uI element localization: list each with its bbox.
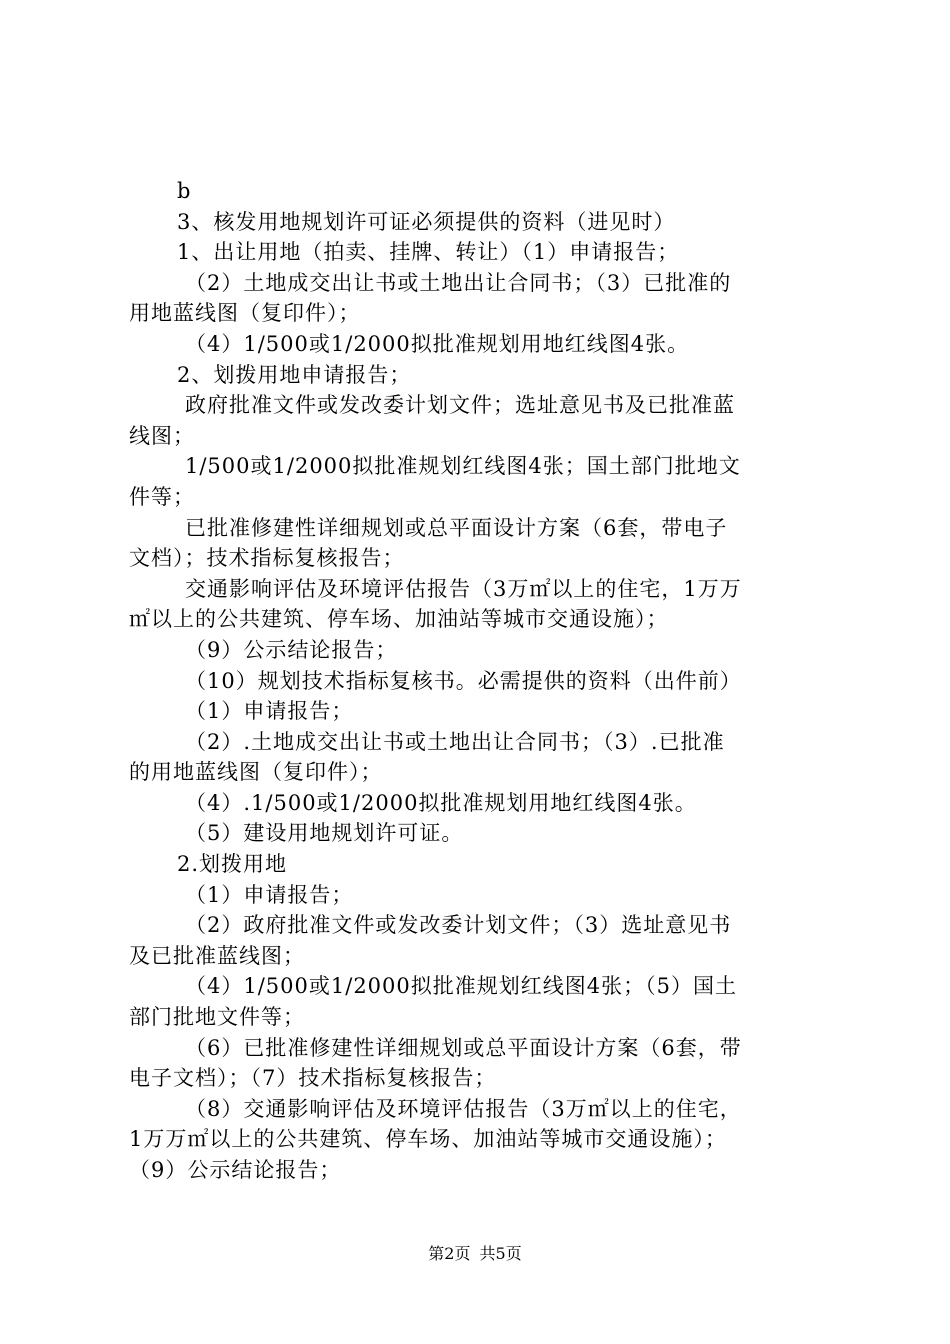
text-line: 1万万㎡以上的公共建筑、停车场、加油站等城市交通设施）；: [129, 1127, 727, 1152]
text-line: 线图；: [129, 423, 195, 448]
text-line: 及已批准蓝线图；: [129, 943, 305, 968]
text-line: （1）申请报告；: [185, 699, 354, 724]
text-line: （5）建设用地规划许可证。: [185, 821, 464, 846]
text-line: 2、划拨用地申请报告；: [177, 362, 412, 387]
text-line: 交通影响评估及环境评估报告（3万㎡以上的住宅，1万万: [185, 576, 742, 601]
text-line: （9）公示结论报告；: [185, 637, 398, 662]
document-body: [129, 176, 829, 1186]
text-line: （4）1/500或1/2000拟批准规划红线图4张；（5）国土: [185, 974, 737, 999]
text-line: （2）土地成交出让书或土地出让合同书；（3）已批准的: [185, 270, 732, 295]
text-line: （4）1/500或1/2000拟批准规划用地红线图4张。: [185, 331, 690, 356]
text-line: 3、核发用地规划许可证必须提供的资料（进见时）: [177, 209, 676, 234]
text-line: （2）政府批准文件或发改委计划文件；（3）选址意见书: [185, 913, 732, 938]
text-line: （6）已批准修建性详细规划或总平面设计方案（6套，带: [185, 1035, 742, 1060]
text-line: b: [177, 179, 192, 203]
text-line: （8）交通影响评估及环境评估报告（3万㎡以上的住宅，: [185, 1096, 742, 1121]
text-line: 已批准修建性详细规划或总平面设计方案（6套，带电子: [185, 515, 728, 540]
text-line: 用地蓝线图（复印件）；: [129, 301, 361, 326]
page-total: 共5页: [479, 1244, 522, 1263]
page-number: 第2页: [428, 1244, 471, 1263]
text-line: （2）.土地成交出让书或土地出让合同书；（3）.已批准: [185, 729, 725, 754]
text-line: 件等；: [129, 484, 195, 509]
text-line: （10）规划技术指标复核书。必需提供的资料（出件前）: [185, 668, 742, 693]
text-line: 部门批地文件等；: [129, 1005, 305, 1030]
text-line: 1、出让用地（拍卖、挂牌、转让）（1）申请报告；: [177, 240, 680, 265]
text-line: （4）.1/500或1/2000拟批准规划用地红线图4张。: [185, 790, 697, 815]
text-line: 1/500或1/2000拟批准规划红线图4张；国土部门批地文: [185, 454, 741, 479]
text-line: （1）申请报告；: [185, 882, 354, 907]
text-line: 文档）；技术指标复核报告；: [129, 546, 405, 571]
text-line: 政府批准文件或发改委计划文件；选址意见书及已批准蓝: [185, 393, 735, 418]
text-line: 的用地蓝线图（复印件）；: [129, 760, 383, 785]
text-line: （9）公示结论报告；: [129, 1158, 342, 1182]
text-line: 2.划拨用地: [177, 852, 288, 877]
text-line: ㎡以上的公共建筑、停车场、加油站等城市交通设施）；: [129, 607, 669, 632]
page-footer: [0, 1244, 950, 1264]
text-line: 电子文档）；（7）技术指标复核报告；: [129, 1066, 497, 1091]
